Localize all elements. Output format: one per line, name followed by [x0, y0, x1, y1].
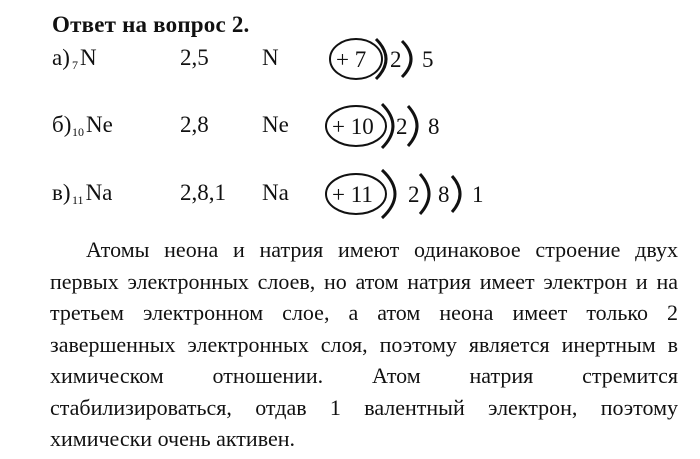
item-letter: а) [52, 45, 70, 70]
shell-electrons-1: 2 [390, 47, 402, 72]
element-notation [72, 112, 113, 140]
element-symbol: Na [85, 180, 113, 205]
atom-shell-diagram [320, 33, 470, 87]
shell-arc-2 [402, 41, 411, 77]
atom-shell-diagram [320, 168, 500, 222]
item-letter: в) [52, 180, 71, 205]
atomic-number: 11 [72, 193, 84, 207]
electron-configuration: 2,8,1 [180, 180, 226, 205]
shell-electrons-1: 2 [396, 114, 408, 139]
atom-row-neon [0, 112, 700, 162]
shell-electrons-3: 1 [472, 182, 484, 207]
element-symbol-label: N [262, 45, 279, 70]
shell-arc-1 [382, 170, 395, 218]
shell-electrons-2: 8 [438, 182, 450, 207]
shell-arc-3 [452, 176, 460, 212]
element-notation [72, 45, 97, 73]
element-symbol: Ne [86, 112, 113, 137]
atomic-number: 7 [72, 58, 78, 72]
atom-row-sodium [0, 180, 700, 230]
atom-shell-diagram [320, 100, 470, 154]
shell-arc-2 [408, 106, 417, 146]
nucleus-charge: + 7 [336, 47, 367, 72]
shell-electrons-2: 5 [422, 47, 434, 72]
atom-row-nitrogen [0, 45, 700, 95]
nucleus-charge: + 10 [332, 114, 374, 139]
atomic-number: 10 [72, 125, 84, 139]
nucleus-charge: + 11 [332, 182, 373, 207]
answer-title: Ответ на вопрос 2. [52, 12, 250, 37]
element-symbol-label: Na [262, 180, 289, 205]
shell-arc-2 [420, 174, 429, 214]
explanation-paragraph: Атомы неона и натрия имеют одинаковое строение двух первых электронных слоев, но атом натрия имеет электрон и на третьем электронном слое, а атом неона имеет только 2 завершенных электронных слоя, поэтому является инертным в химическом отношении. Атом натрия стремится стабилизироваться, отдав 1 валентный электрон, поэтому химически очень активен. [50, 237, 678, 451]
electron-configuration: 2,8 [180, 112, 209, 137]
element-symbol: N [80, 45, 97, 70]
electron-configuration: 2,5 [180, 45, 209, 70]
element-symbol-label: Ne [262, 112, 289, 137]
element-notation [72, 180, 112, 208]
shell-arc-1 [382, 104, 393, 148]
shell-electrons-1: 2 [408, 182, 420, 207]
item-letter: б) [52, 112, 72, 137]
shell-electrons-2: 8 [428, 114, 440, 139]
